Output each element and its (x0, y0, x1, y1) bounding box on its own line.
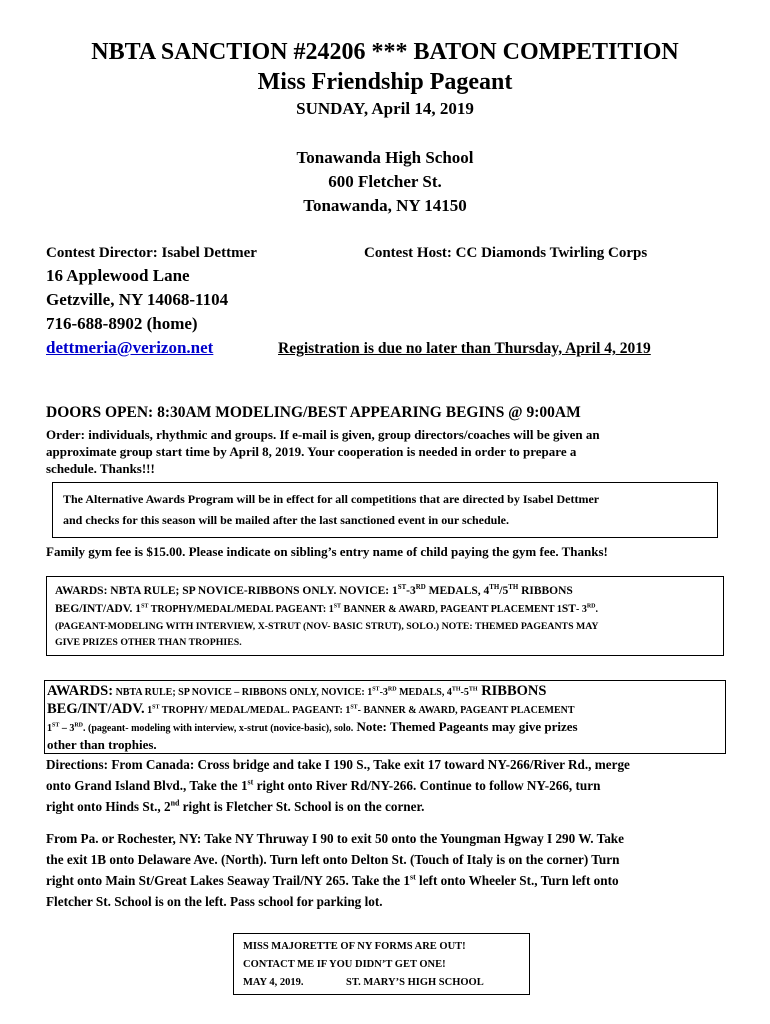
director-address-line1: 16 Applewood Lane (46, 266, 190, 285)
event-date: SUNDAY, April 14, 2019 (296, 99, 474, 118)
alternative-awards-box (52, 482, 718, 538)
miss-majorette-notice-box (233, 933, 530, 995)
awards-box-2-line2: BEG/INT/ADV. 1ST TROPHY/ MEDAL/MEDAL. PAGEANT: 1ST- BANNER & AWARD, PAGEANT PLACEMENT (47, 701, 575, 717)
gym-fee-note: Family gym fee is $15.00. Please indicate on sibling’s entry name of child paying the gym fee. Thanks! (46, 544, 608, 559)
awards-box-2-line1: AWARDS: NBTA RULE; SP NOVICE – RIBBONS ONLY, NOVICE: 1ST-3RD MEDALS, 4TH-5TH RIBBONS (47, 683, 547, 699)
pageant-name: Miss Friendship Pageant (257, 69, 513, 95)
directions-canada-line3: right onto Hinds St., 2nd right is Fletcher St. School is on the corner. (46, 798, 425, 814)
directions-pa-line3: right onto Main St/Great Lakes Seaway Trail/NY 265. Take the 1st left onto Wheeler St., Turn left onto (46, 872, 619, 888)
awards-box-1 (46, 576, 724, 656)
order-text-line2: approximate group start time by April 8, 2019. Your cooperation is needed in order to prepare a (46, 444, 577, 459)
notice-line1: MISS MAJORETTE OF NY FORMS ARE OUT! (243, 941, 466, 952)
contest-director: Contest Director: Isabel Dettmer (46, 245, 257, 261)
contest-host: Contest Host: CC Diamonds Twirling Corps (364, 245, 648, 261)
directions-canada-line2: onto Grand Island Blvd., Take the 1st right onto River Rd/NY-266. Continue to follow NY-266, turn (46, 777, 601, 793)
director-address-line2: Getzville, NY 14068-1104 (46, 290, 229, 309)
alternative-awards-line2: and checks for this season will be mailed after the last sanctioned event in our schedule. (63, 513, 510, 527)
notice-line3-location: ST. MARY’S HIGH SCHOOL (346, 977, 484, 988)
directions-pa-line1: From Pa. or Rochester, NY: Take NY Thruway I 90 to exit 50 onto the Youngman Hgway I 290 W. Take (46, 831, 624, 846)
notice-line3-date: MAY 4, 2019. (243, 977, 304, 988)
notice-line2: CONTACT ME IF YOU DIDN’T GET ONE! (243, 959, 446, 970)
awards-box-2 (44, 680, 726, 754)
awards-box-1-line4: GIVE PRIZES OTHER THAN TROPHIES. (55, 637, 242, 648)
page-title: NBTA SANCTION #24206 *** BATON COMPETITION (91, 39, 679, 65)
awards-box-1-line2: BEG/INT/ADV. 1ST TROPHY/MEDAL/MEDAL PAGEANT: 1ST BANNER & AWARD, PAGEANT PLACEMENT 1ST- 3RD. (55, 603, 598, 615)
awards-box-1-line1: AWARDS: NBTA RULE; SP NOVICE-RIBBONS ONLY. NOVICE: 1ST-3RD MEDALS, 4TH/5TH RIBBONS (55, 584, 573, 597)
awards-box-2-line3: 1ST – 3RD. (pageant- modeling with interview, x-strut (novice-basic), solo. Note: Themed Pageants may give prizes (47, 719, 578, 734)
venue-street: 600 Fletcher St. (328, 172, 442, 191)
order-text-line1: Order: individuals, rhythmic and groups. If e-mail is given, group directors/coaches will be given an (46, 427, 600, 442)
awards-box-2-line4: other than trophies. (47, 737, 157, 752)
director-email-link[interactable]: dettmeria@verizon.net (46, 338, 214, 357)
order-text-line3: schedule. Thanks!!! (46, 461, 155, 476)
doors-open-schedule: DOORS OPEN: 8:30AM MODELING/BEST APPEARING BEGINS @ 9:00AM (46, 404, 581, 421)
venue-name: Tonawanda High School (296, 148, 474, 167)
alternative-awards-line1: The Alternative Awards Program will be in effect for all competitions that are directed by Isabel Dettmer (63, 492, 600, 506)
directions-pa-line4: Fletcher St. School is on the left. Pass school for parking lot. (46, 894, 383, 909)
venue-city: Tonawanda, NY 14150 (303, 196, 467, 215)
directions-pa-line2: the exit 1B onto Delaware Ave. (North). Turn left onto Delton St. (Touch of Italy is on the corner) Turn (46, 852, 620, 867)
directions-canada-line1: Directions: From Canada: Cross bridge and take I 190 S., Take exit 17 toward NY-266/River Rd., merge (46, 757, 630, 772)
awards-box-1-line3: (PAGEANT-MODELING WITH INTERVIEW, X-STRUT (NOV- BASIC STRUT), SOLO.) NOTE: THEMED PAGEANTS MAY (55, 621, 599, 632)
director-phone: 716-688-8902 (home) (46, 314, 198, 333)
registration-deadline: Registration is due no later than Thursday, April 4, 2019 (278, 340, 651, 357)
